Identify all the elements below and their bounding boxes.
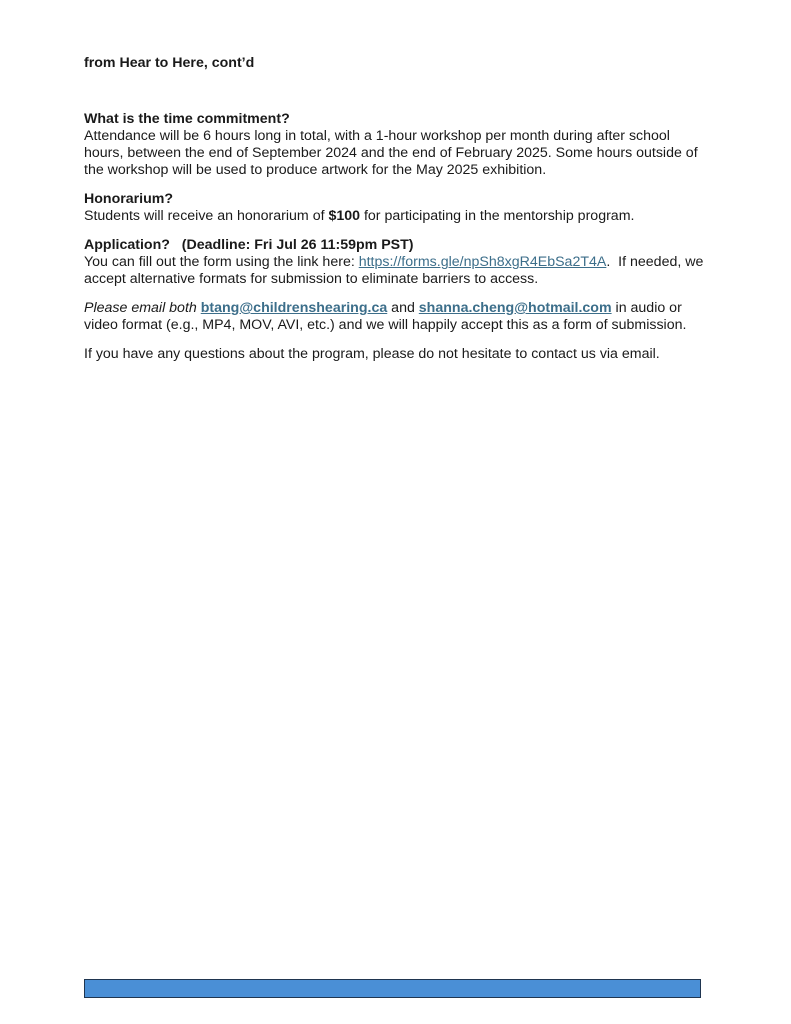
email-note <box>84 300 709 334</box>
honorarium-amount: $100 <box>328 208 361 224</box>
questions-section <box>84 346 709 363</box>
document-page <box>84 55 709 375</box>
application-section <box>84 237 709 288</box>
continued-title: from Hear to Here, cont’d <box>84 55 255 71</box>
email-section <box>84 300 709 334</box>
time-commitment-body: Attendance will be 6 hours long in total, with a 1-hour workshop per month during after school hours, between the end of September 2024 and the end of February 2025. Some hours outside of the workshop will be used to produce artwork for the May 2025 exhibition. <box>84 128 698 178</box>
email-link-shanna[interactable]: shanna.cheng@hotmail.com <box>418 300 612 316</box>
time-commitment-heading: What is the time commitment? <box>84 111 290 127</box>
honorarium-section <box>84 191 709 225</box>
application-heading: Application? (Deadline: Fri Jul 26 11:59pm PST) <box>84 237 414 253</box>
honorarium-text-before: Students will receive an honorarium of <box>84 208 329 224</box>
time-commitment-section <box>84 111 709 179</box>
email-note-after: in audio or video format (e.g., MP4, MOV, AVI, etc.) and we will happily accept this as a form of submission. <box>84 300 687 333</box>
honorarium-body <box>84 208 709 225</box>
application-form-link[interactable]: https://forms.gle/npSh8xgR4EbSa2T4A <box>358 254 607 270</box>
honorarium-text-after: for participating in the mentorship program. <box>360 208 635 224</box>
footer-bar <box>84 979 701 998</box>
application-text-after: . If needed, we accept alternative formats for submission to eliminate barriers to access. <box>84 254 708 287</box>
email-note-lead: Please email both <box>84 300 201 316</box>
email-link-btang[interactable]: btang@childrenshearing.ca <box>200 300 388 316</box>
email-note-joiner: and <box>387 300 419 316</box>
questions-body: If you have any questions about the program, please do not hesitate to contact us via email. <box>84 346 660 362</box>
application-text-before: You can fill out the form using the link here: <box>84 254 359 270</box>
application-body <box>84 254 709 288</box>
honorarium-heading: Honorarium? <box>84 191 174 207</box>
